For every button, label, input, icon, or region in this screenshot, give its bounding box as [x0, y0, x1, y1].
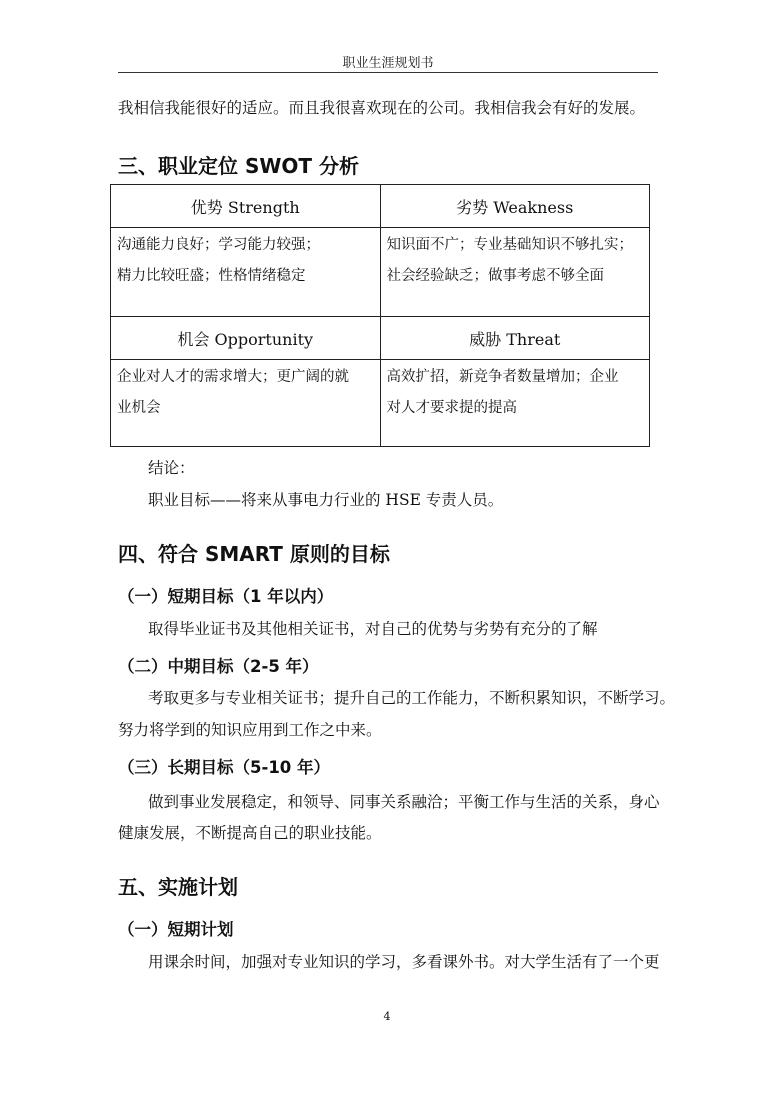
weakness-header: 劣势 Weakness	[380, 185, 650, 228]
mid-goal-line-2: 努力将学到的知识应用到工作之中来。	[118, 721, 382, 739]
page-number: 4	[383, 1010, 391, 1023]
threat-cell	[380, 360, 650, 447]
threat-line: 高效扩招，新竞争者数量增加；企业	[386, 369, 619, 385]
swot-table	[110, 184, 650, 447]
conclusion-text: 职业目标——将来从事电力行业的 HSE 专责人员。	[148, 491, 504, 509]
strength-line: 精力比较旺盛；性格情绪稳定	[117, 268, 306, 284]
long-goal-line-2: 健康发展，不断提高自己的职业技能。	[118, 824, 382, 842]
opportunity-line: 企业对人才的需求增大；更广阔的就	[117, 369, 349, 385]
mid-goal-line-1: 考取更多与专业相关证书；提升自己的工作能力，不断积累知识，不断学习。	[148, 689, 676, 707]
section-4-heading: 四、符合 SMART 原则的目标	[118, 542, 390, 566]
header-rule	[118, 72, 658, 73]
conclusion-label: 结论：	[148, 459, 195, 477]
long-goal-heading: （三）长期目标（5-10 年）	[118, 758, 331, 777]
intro-paragraph: 我相信我能很好的适应。而且我很喜欢现在的公司。我相信我会有好的发展。	[118, 99, 646, 117]
strength-header: 优势 Strength	[111, 185, 381, 228]
weakness-cell	[380, 228, 650, 317]
threat-line: 对人才要求提的提高	[386, 400, 517, 416]
section-3-heading: 三、职业定位 SWOT 分析	[118, 154, 360, 178]
running-header: 职业生涯规划书	[342, 56, 434, 71]
weakness-line: 社会经验缺乏；做事考虑不够全面	[386, 268, 604, 284]
strength-line: 沟通能力良好；学习能力较强；	[117, 237, 320, 253]
threat-header: 威胁 Threat	[380, 317, 650, 360]
section-5-heading: 五、实施计划	[118, 875, 238, 899]
long-goal-line-1: 做到事业发展稳定，和领导、同事关系融洽；平衡工作与生活的关系，身心	[148, 793, 660, 811]
opportunity-line: 业机会	[117, 400, 161, 416]
opportunity-cell	[111, 360, 381, 447]
weakness-line: 知识面不广；专业基础知识不够扎实；	[386, 237, 633, 253]
opportunity-header: 机会 Opportunity	[111, 317, 381, 360]
short-plan-text: 用课余时间，加强对专业知识的学习，多看课外书。对大学生活有了一个更	[148, 953, 660, 971]
strength-cell	[111, 228, 381, 317]
short-plan-heading: （一）短期计划	[118, 920, 234, 939]
mid-goal-heading: （二）中期目标（2-5 年）	[118, 657, 319, 676]
short-goal-text: 取得毕业证书及其他相关证书，对自己的优势与劣势有充分的了解	[148, 620, 598, 638]
short-goal-heading: （一）短期目标（1 年以内）	[118, 587, 334, 606]
